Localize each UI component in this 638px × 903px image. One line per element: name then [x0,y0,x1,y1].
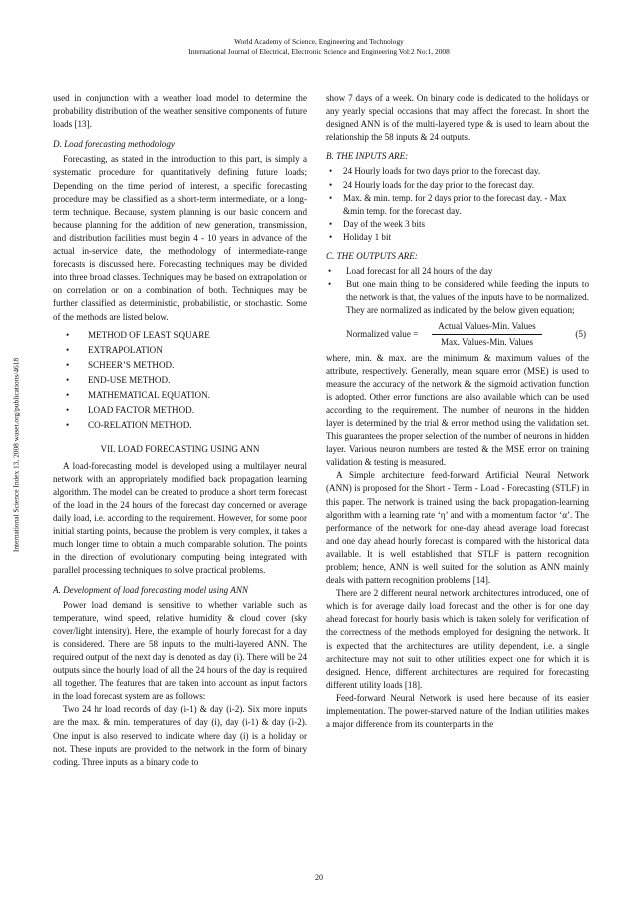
header-line-2: International Journal of Electrical, Electronic Science and Engineering Vol:2 No:1, 2008 [188,46,450,56]
method-item: • CO-RELATION METHOD. [53,418,307,433]
subsection-d-heading: D. Load forecasting methodology [53,139,175,150]
output-item: • But one main thing to be considered while feeding the inputs to the network is that, the values of the inputs have to be normalized. They are normalized as indicated by the below given equation; [326,278,589,317]
right-paragraph-4: Feed-forward Neural Network is used here because of its easier implementation. The power-starved nature of the Indian utilities makes a major difference from its counterparts in the [326,692,589,730]
inputs-list [326,165,589,244]
method-item: • MATHEMATICAL EQUATION. [53,388,307,403]
section-7-heading: VII. LOAD FORECASTING USING ANN [100,443,260,454]
methods-list [53,328,307,433]
right-column [326,92,589,731]
equation-numerator: Actual Values-Min. Values [432,320,542,335]
input-item: • Max. & min. temp. for 2 days prior to the forecast day. - Max &min temp. for the forecast day. [326,192,589,218]
method-item: • LOAD FACTOR METHOD. [53,403,307,418]
subsection-b-heading: B. THE INPUTS ARE: [326,151,409,162]
right-intro-paragraph: show 7 days of a week. On binary code is dedicated to the holidays or any yearly special occasions that may affect the forecast. In short the designed ANN is of the multi-layered type & is used to learn about the relationship the 58 inputs & 24 outputs. [326,93,589,143]
subsection-a-heading: A. Development of load forecasting model using ANN [53,584,248,595]
output-item: • Load forecast for all 24 hours of the day [326,265,589,278]
input-item: • Day of the week 3 bits [326,218,589,231]
method-item: • METHOD OF LEAST SQUARE [53,328,307,343]
subsection-a-paragraph-2: Two 24 hr load records of day (i-1) & day (i-2). Six more inputs are the max. & min. temperatures of day (i), day (i-1) & day (i-2). One input is also reserved to indicate where day (i) is a holiday or not. These inputs are provided to the network in the form of binary coding. Three inputs as a binary code to [53,704,307,767]
equation-lhs: Normalized value = [346,328,419,339]
sidebar-citation [10,300,22,610]
page-number: 20 [315,873,323,882]
input-item: • Holiday 1 bit [326,231,589,244]
header-line-1: World Academy of Science, Engineering and Technology [234,37,404,46]
method-item: • EXTRAPOLATION [53,343,307,358]
section-7-paragraph: A load-forecasting model is developed using a multilayer neural network with an appropriately modified back propagation learning algorithm. The model can be created to produce a short term forecast of the load in the 24 hours of the forecast day concerned or average daily load, i.e. according to the requirement. However, for some poor initial starting points, because the problem is very complex, it takes a much longer time to obtain a much comparable solution. The points in the direction of evolutionary computing being integrated with parallel processing techniques to solve practical problems. [53,460,307,576]
right-paragraph-2: A Simple architecture feed-forward Artificial Neural Network (ANN) is proposed for the Short - Term - Load - Forecasting (STLF) in this paper. The network is trained using the back propagation-learning algorithm with a learning rate ‘η’ and with a momentum factor ‘α’. The performance of the network for one-day ahead average load forecast and one day ahead hourly forecast is compared with the historical data available. It is well established that STLF is pattern recognition problem; hence, ANN is well suited for the solution as ANN mainly deals with pattern recognition problems [14]. [326,470,589,586]
subsection-d-paragraph: Forecasting, as stated in the introduction to this part, is simply a systematic procedure for quantitatively defining future loads; Depending on the time period of interest, a specific forecasting procedure may be classified as a short-term intermediate, or a long-term technique. Because, system planning is our basic concern and because planning for the addition of new generation, transmission, and distribution facilities must begin 4 - 10 years in advance of the actual in-service date, the methodology of intermediate-range forecasts is discussed here. Forecasting techniques may be divided into three broad classes. Techniques may be based on extrapolation or on correlation or on a combination of both. Techniques may be further classified as deterministic, probabilistic, or stochastic. Some of the methods are listed below. [53,154,307,322]
method-item: • SCHEER’S METHOD. [53,358,307,373]
left-column [53,92,307,769]
subsection-a-paragraph-1: Power load demand is sensitive to whether variable such as temperature, wind speed, relative humidity & cloud cover (sky cover/light intensity). Here, the example of hourly forecast for a day is considered. There are 58 inputs to the multi-layered ANN. The required output of the next day is denoted as day (i). There will be 24 outputs since the hourly load of all the 24 hours of the day is required all together. The features that are taken into account as input factors in the load forecast system are as follows: [53,599,307,702]
left-intro-paragraph: used in conjunction with a weather load model to determine the probability distribution of the weather sensitive components of future loads [13]. [53,93,307,130]
equation-denominator: Max. Values-Min. Values [440,336,534,347]
journal-header [0,37,638,56]
normalization-equation [326,320,589,350]
subsection-c-heading: C. THE OUTPUTS ARE: [326,251,418,262]
equation-number: (5) [575,328,586,339]
right-paragraph-3: There are 2 different neural network architectures introduced, one of which is for average daily load forecast and the other is for one day ahead forecast for hourly basis which is taken solely for verification of the correctness of the methods employed for designing the network. It is expected that the architectures are utility dependent, i.e. a single architecture may not suit to other utilities expect one for which it is designed. Hence, different architectures are required for forecasting different utility loads [18]. [326,588,589,690]
right-paragraph-1: where, min. & max. are the minimum & maximum values of the attribute, respectively. Generally, mean square error (MSE) is used to measure the accuracy of the network & the sigmoid activation function is adopted. Other error functions are also available which can be used according to the requirement. The number of neurons in the hidden layer is determined by the trial & error method using the validation set. This guarantees the proper selection of the number of neurons in hidden layer. Various neuron numbers are tested & the MSE error on training validation & testing is measured. [326,352,589,468]
input-item: • 24 Hourly loads for two days prior to the forecast day. [326,165,589,178]
outputs-list [326,265,589,317]
equation-fraction [432,320,542,349]
input-item: • 24 Hourly loads for the day prior to the forecast day. [326,179,589,192]
method-item: • END-USE METHOD. [53,373,307,388]
sidebar-citation-text: International Science Index 13, 2008 waset.org/publications/4618 [11,357,21,553]
